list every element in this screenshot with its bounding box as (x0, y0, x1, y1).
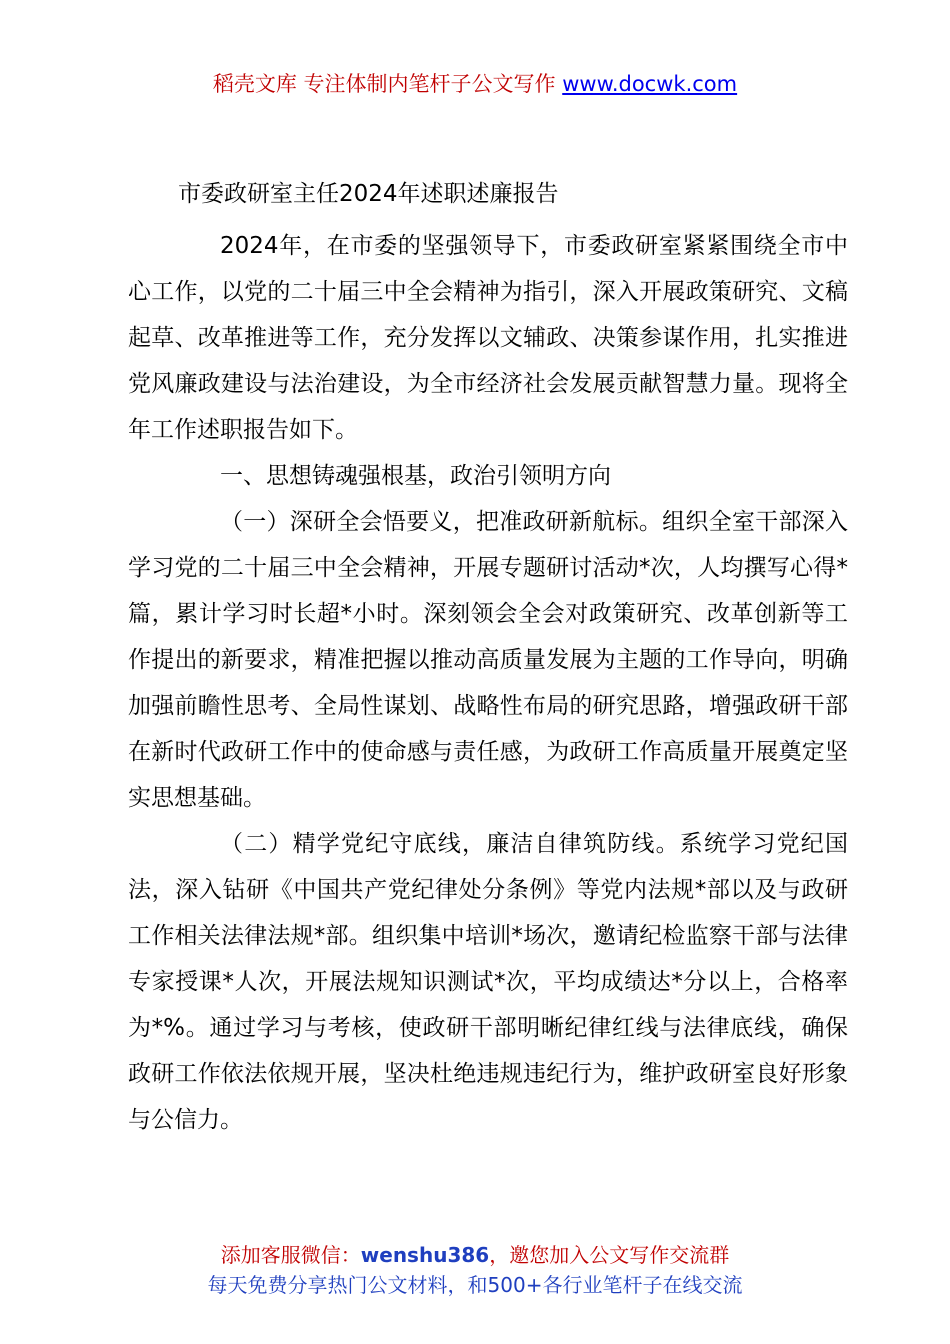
header-banner (0, 68, 950, 100)
intro-paragraph: 2024年，在市委的坚强领导下，市委政研室紧紧围绕全市中心工作，以党的二十届三中全会精神为指引，深入开展政策研究、文稿起草、改革推进等工作，充分发挥以文辅政、决策参谋作用，扎实推进党风廉政建设与法治建设，为全市经济社会发展贡献智慧力量。现将全年工作述职报告如下。 (128, 233, 848, 443)
section-1-paragraph-2: （二）精学党纪守底线，廉洁自律筑防线。系统学习党纪国法，深入钻研《中国共产党纪律处分条例》等党内法规*部以及与政研工作相关法律法规*部。组织集中培训*场次，邀请纪检监察干部与法律专家授课*人次，开展法规知识测试*次，平均成绩达*分以上，合格率为*%。通过学习与考核，使政研干部明晰纪律红线与法律底线，确保政研工作依法依规开展，坚决杜绝违规违纪行为，维护政研室良好形象与公信力。 (128, 831, 848, 1133)
header-brand: 稻壳文库 专注体制内笔杆子公文写作 (212, 72, 563, 96)
footer-suffix: ，邀您加入公文写作交流群 (489, 1243, 730, 1267)
footer-line-2: 每天免费分享热门公文材料，和500+各行业笔杆子在线交流 (207, 1273, 743, 1297)
document-body (128, 223, 848, 1143)
footer-prefix: 添加客服微信： (220, 1243, 361, 1267)
footer-wechat-id: wenshu386 (360, 1243, 490, 1267)
section-1-heading: 一、思想铸魂强根基，政治引领明方向 (220, 463, 611, 489)
footer-line-1 (0, 1240, 950, 1270)
header-site-link[interactable]: www.docwk.com (562, 72, 738, 96)
document-title: 市委政研室主任2024年述职述廉报告 (178, 181, 559, 207)
footer-banner (0, 1240, 950, 1300)
section-1-paragraph-1: （一）深研全会悟要义，把准政研新航标。组织全室干部深入学习党的二十届三中全会精神，开展专题研讨活动*次，人均撰写心得*篇，累计学习时长超*小时。深刻领会全会对政策研究、改革创新等工作提出的新要求，精准把握以推动高质量发展为主题的工作导向，明确加强前瞻性思考、全局性谋划、战略性布局的研究思路，增强政研干部在新时代政研工作中的使命感与责任感，为政研工作高质量开展奠定坚实思想基础。 (128, 509, 848, 811)
